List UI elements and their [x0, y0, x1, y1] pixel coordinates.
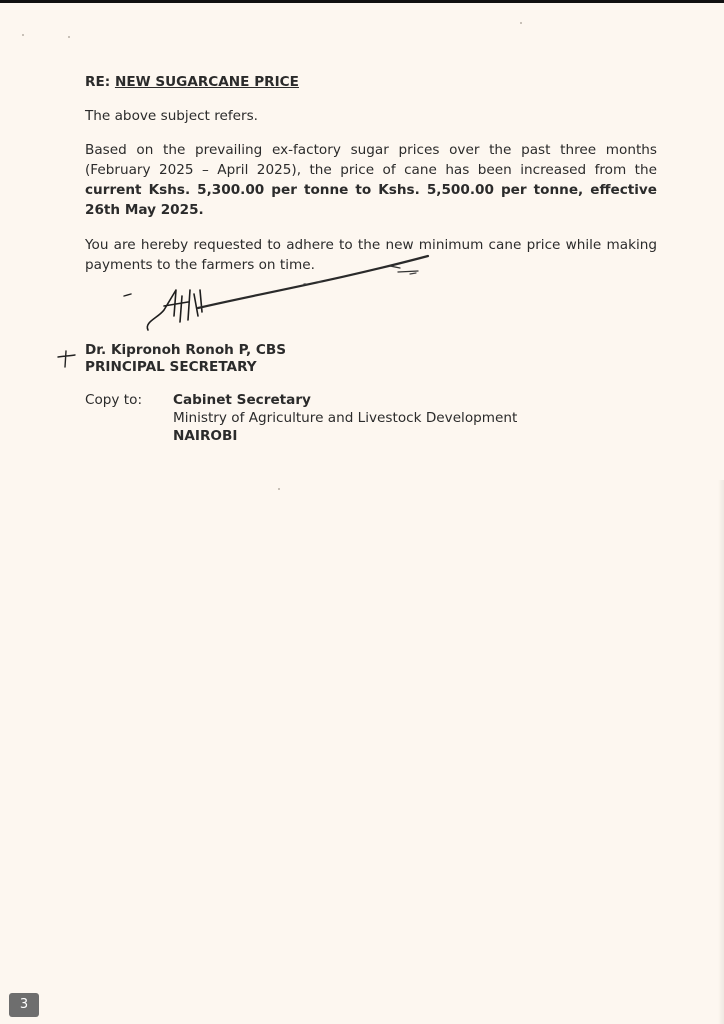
subject-line [85, 72, 657, 92]
page-edge-shadow [718, 480, 724, 1024]
letter-body [85, 72, 657, 275]
copy-to-recipients [173, 391, 593, 445]
copy-recipient: Cabinet Secretary [173, 392, 311, 408]
speck [68, 36, 70, 38]
signature-icon [118, 250, 438, 340]
copy-to-label: Copy to: [85, 392, 143, 408]
paragraph-1: The above subject refers. [85, 108, 258, 124]
copy-ministry: Ministry of Agriculture and Livestock Development [173, 410, 518, 426]
signatory-title: PRINCIPAL SECRETARY [85, 359, 257, 375]
signatory-block [85, 342, 286, 376]
paragraph-2-text: Based on the prevailing ex-factory sugar prices over the past three months (February 2025 – April 2025), the price of cane has been increased from the [85, 142, 657, 178]
paragraph-2-bold: current Kshs. 5,300.00 per tonne to Kshs. 5,500.00 per tonne, effective 26th May 2025. [85, 182, 657, 218]
paragraph-3: You are hereby requested to adhere to the new minimum cane price while making payments to the farmers on time. [85, 237, 657, 273]
handwritten-cross-icon [55, 347, 77, 369]
page-number-badge[interactable]: 3 [9, 993, 39, 1017]
subject-title: NEW SUGARCANE PRICE [114, 74, 299, 90]
signatory-name: Dr. Kipronoh Ronoh P, CBS [85, 342, 287, 358]
subject-prefix: RE: [85, 74, 111, 90]
speck [520, 22, 522, 24]
speck [22, 34, 24, 36]
paragraph-2 [85, 140, 657, 220]
copy-city: NAIROBI [173, 428, 238, 444]
top-border [0, 0, 724, 3]
speck [278, 488, 280, 490]
